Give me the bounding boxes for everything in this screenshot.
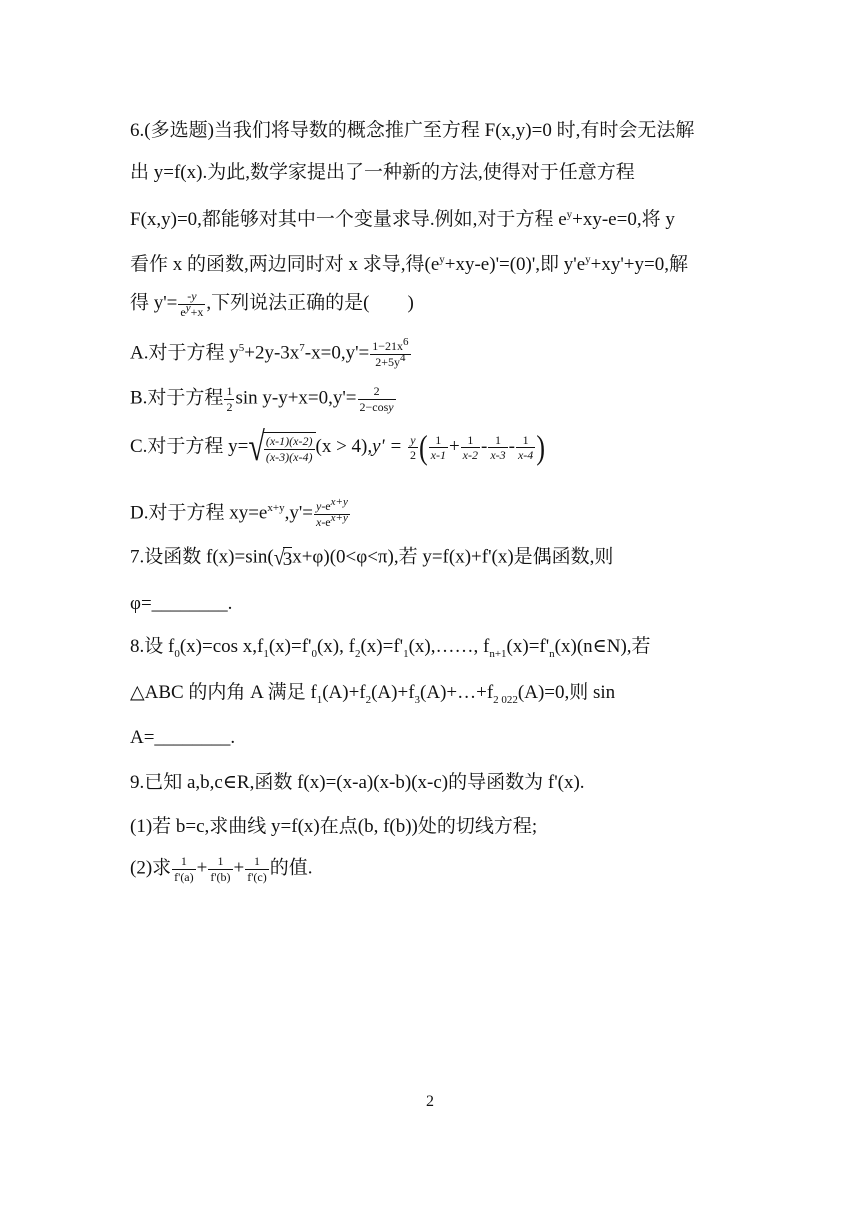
fraction [429, 434, 448, 462]
option-b-prefix: B.对于方程 [130, 387, 224, 409]
numerator: 1 [226, 384, 233, 398]
num-text: 1−21x [372, 339, 403, 353]
plus: + [233, 857, 245, 879]
q9-text: 9.已知 a,b,c∈R,函数 f(x)=(x-a)(x-b)(x-c)的导函数为 f'(x). [130, 772, 585, 793]
radical-sign-icon: √ [248, 424, 265, 470]
q9-part1: (1)若 b=c,求曲线 y=f(x)在点(b, f(b))处的切线方程; [130, 816, 538, 837]
exp: 5 [238, 342, 245, 355]
q6-text-1: 6.(多选题)当我们将导数的概念推广至方程 F(x,y)=0 时,有时会无法解 [130, 120, 695, 141]
radicand [263, 432, 316, 463]
equals: ,y' = [367, 435, 407, 457]
option-a-prefix: A.对于方程 y [130, 342, 239, 364]
den-e: e [180, 304, 186, 319]
option-b [130, 385, 397, 413]
radical-sign-icon: √ [273, 545, 285, 571]
numerator: 1 [208, 855, 232, 870]
fraction [264, 435, 315, 463]
page-number: 2 [426, 1093, 434, 1110]
q9-part2-prefix: (2)求 [130, 857, 172, 879]
q8-text: (A)+f [371, 682, 415, 703]
denominator: f'(c) [247, 869, 267, 884]
numerator: 1 [516, 434, 535, 449]
q8-text: (x)=cos x,f [179, 636, 264, 657]
q7-prefix: 7.设函数 f(x)=sin( [130, 546, 274, 568]
q9-part2-suffix: 的值. [269, 857, 313, 879]
q8-text: (x)(n∈N),若 [554, 636, 651, 657]
denominator: 2 [226, 399, 233, 414]
exp: 6 [403, 336, 409, 348]
fraction [314, 496, 350, 529]
q8-text: (A)+f [322, 682, 366, 703]
plus: + [196, 857, 208, 879]
q9-line1 [130, 773, 585, 792]
denominator [370, 351, 410, 369]
numerator: -y [178, 290, 205, 305]
subscript: 0 [311, 647, 317, 660]
subscript: 2 [354, 647, 361, 660]
q6-text-5b: ,下列说法正确的是( ) [206, 292, 414, 314]
q7-answer-blank: φ=________. [130, 593, 233, 614]
option-d-mid: ,y'= [284, 502, 313, 524]
fraction [208, 855, 232, 883]
q6-line3 [130, 210, 675, 229]
den-text: -e [321, 514, 331, 529]
q6-text-4c: +xy'+y=0,解 [590, 254, 688, 275]
subscript: n [549, 647, 555, 660]
subscript: 0 [174, 647, 180, 660]
radicand: 3 [282, 549, 293, 570]
fraction [245, 855, 268, 883]
subscript: n+1 [489, 647, 507, 660]
sqrt-expression [248, 424, 315, 470]
q6-line2 [130, 163, 635, 182]
q6-text-4b: +xy-e)'=(0)',即 y'e [444, 254, 586, 275]
right-paren-icon: ) [536, 428, 545, 466]
option-a-post: -x=0,y'= [304, 342, 370, 364]
subscript: 2 [365, 693, 372, 706]
q8-text: (x),……, f [408, 636, 490, 657]
numerator: 2 [358, 385, 396, 400]
exp-y: y [585, 253, 591, 266]
q7-line2 [130, 594, 232, 613]
q6-text-4a: 看作 x 的函数,两边同时对 x 求导,得(e [130, 254, 440, 275]
den-text: 2+5y [375, 354, 400, 369]
q6-text-2: 出 y=f(x).为此,数学家提出了一种新的方法,使得对于任意方程 [130, 162, 635, 183]
exp: x+y [330, 496, 348, 508]
option-c-prefix: C.对于方程 y= [130, 435, 249, 457]
q9-line2 [130, 817, 537, 836]
exp: 7 [299, 342, 305, 355]
option-d-prefix: D.对于方程 xy=e [130, 502, 268, 524]
num-var: y [315, 499, 322, 513]
q8-line1 [130, 636, 651, 660]
fraction [178, 290, 205, 318]
subscript: 1 [403, 647, 409, 660]
minus: - [508, 435, 515, 457]
q8-text: (x), f [316, 636, 355, 657]
fraction [461, 434, 480, 462]
q8-text: 8.设 f [130, 636, 175, 657]
sqrt-expression [274, 547, 292, 569]
numerator: 1 [488, 434, 507, 449]
fraction [370, 336, 410, 369]
left-paren-icon: ( [418, 428, 428, 466]
option-b-mid: sin y-y+x=0,y'= [235, 387, 357, 409]
num-text: -e [321, 499, 331, 513]
q8-text: (A)=0,则 sin [517, 682, 616, 703]
exp: x+y [267, 502, 285, 515]
denominator: x-2 [462, 448, 478, 463]
denominator: 2 [409, 448, 416, 463]
option-c [130, 424, 545, 470]
denominator [178, 301, 205, 319]
den-rest: +x [190, 304, 204, 319]
den-text: 2−cos [359, 399, 389, 414]
denominator [358, 400, 396, 414]
numerator: 1 [461, 434, 480, 449]
numerator: 1 [245, 855, 268, 870]
fraction [172, 855, 195, 883]
option-a [130, 336, 412, 369]
option-a-mid: +2y-3x [244, 342, 300, 364]
numerator: 1 [172, 855, 195, 870]
den-var: x [315, 514, 322, 529]
q6-text-3a: F(x,y)=0,都能够对其中一个变量求导.例如,对于方程 e [130, 209, 567, 230]
option-d [130, 496, 351, 529]
exp-y: y [185, 301, 191, 314]
q6-line1 [130, 121, 694, 140]
q8-answer-blank: A=________. [130, 727, 236, 748]
exp: x+y [330, 511, 348, 524]
numerator: y [408, 434, 418, 449]
denominator: x-3 [490, 448, 506, 463]
denominator: f'(a) [174, 869, 194, 884]
q8-text: (x)=f' [506, 636, 550, 657]
q8-text: (x)=f' [268, 636, 312, 657]
fraction [516, 434, 535, 462]
q7-post: x+φ)(0<φ<π),若 y=f(x)+f'(x)是偶函数,则 [292, 546, 614, 568]
fraction-half [224, 385, 234, 413]
denominator: (x-3)(x-4) [265, 449, 313, 464]
q6-line5 [130, 290, 414, 318]
fraction [408, 434, 418, 462]
fraction [358, 385, 396, 413]
q8-text: △ABC 的内角 A 满足 f [130, 682, 317, 703]
denominator: x-1 [430, 448, 446, 463]
q8-line3 [130, 728, 235, 747]
numerator: 1 [429, 434, 448, 449]
q8-text: (x)=f' [360, 636, 404, 657]
subscript: 1 [316, 693, 323, 706]
q8-text: (A)+…+f [420, 682, 494, 703]
minus: - [481, 435, 488, 457]
q6-text-5a: 得 y'= [130, 292, 178, 314]
q9-line3 [130, 855, 312, 883]
subscript: 2 022 [493, 693, 518, 706]
fraction [488, 434, 507, 462]
denominator: f'(b) [210, 869, 231, 884]
exp-y: y [439, 253, 445, 266]
subscript: 1 [263, 647, 269, 660]
q7-line1 [130, 547, 613, 569]
q6-text-3b: +xy-e=0,将 y [572, 209, 675, 230]
q6-line4 [130, 255, 688, 274]
denominator: x-4 [517, 448, 534, 463]
denominator [314, 511, 350, 529]
exp: 4 [400, 351, 406, 364]
exp-y: y [566, 208, 573, 221]
subscript: 3 [414, 693, 421, 706]
plus: + [448, 435, 460, 457]
condition: (x > 4) [315, 435, 368, 457]
den-var: y [388, 399, 394, 414]
q8-line2 [130, 682, 616, 706]
numerator: (x-1)(x-2) [265, 434, 313, 448]
